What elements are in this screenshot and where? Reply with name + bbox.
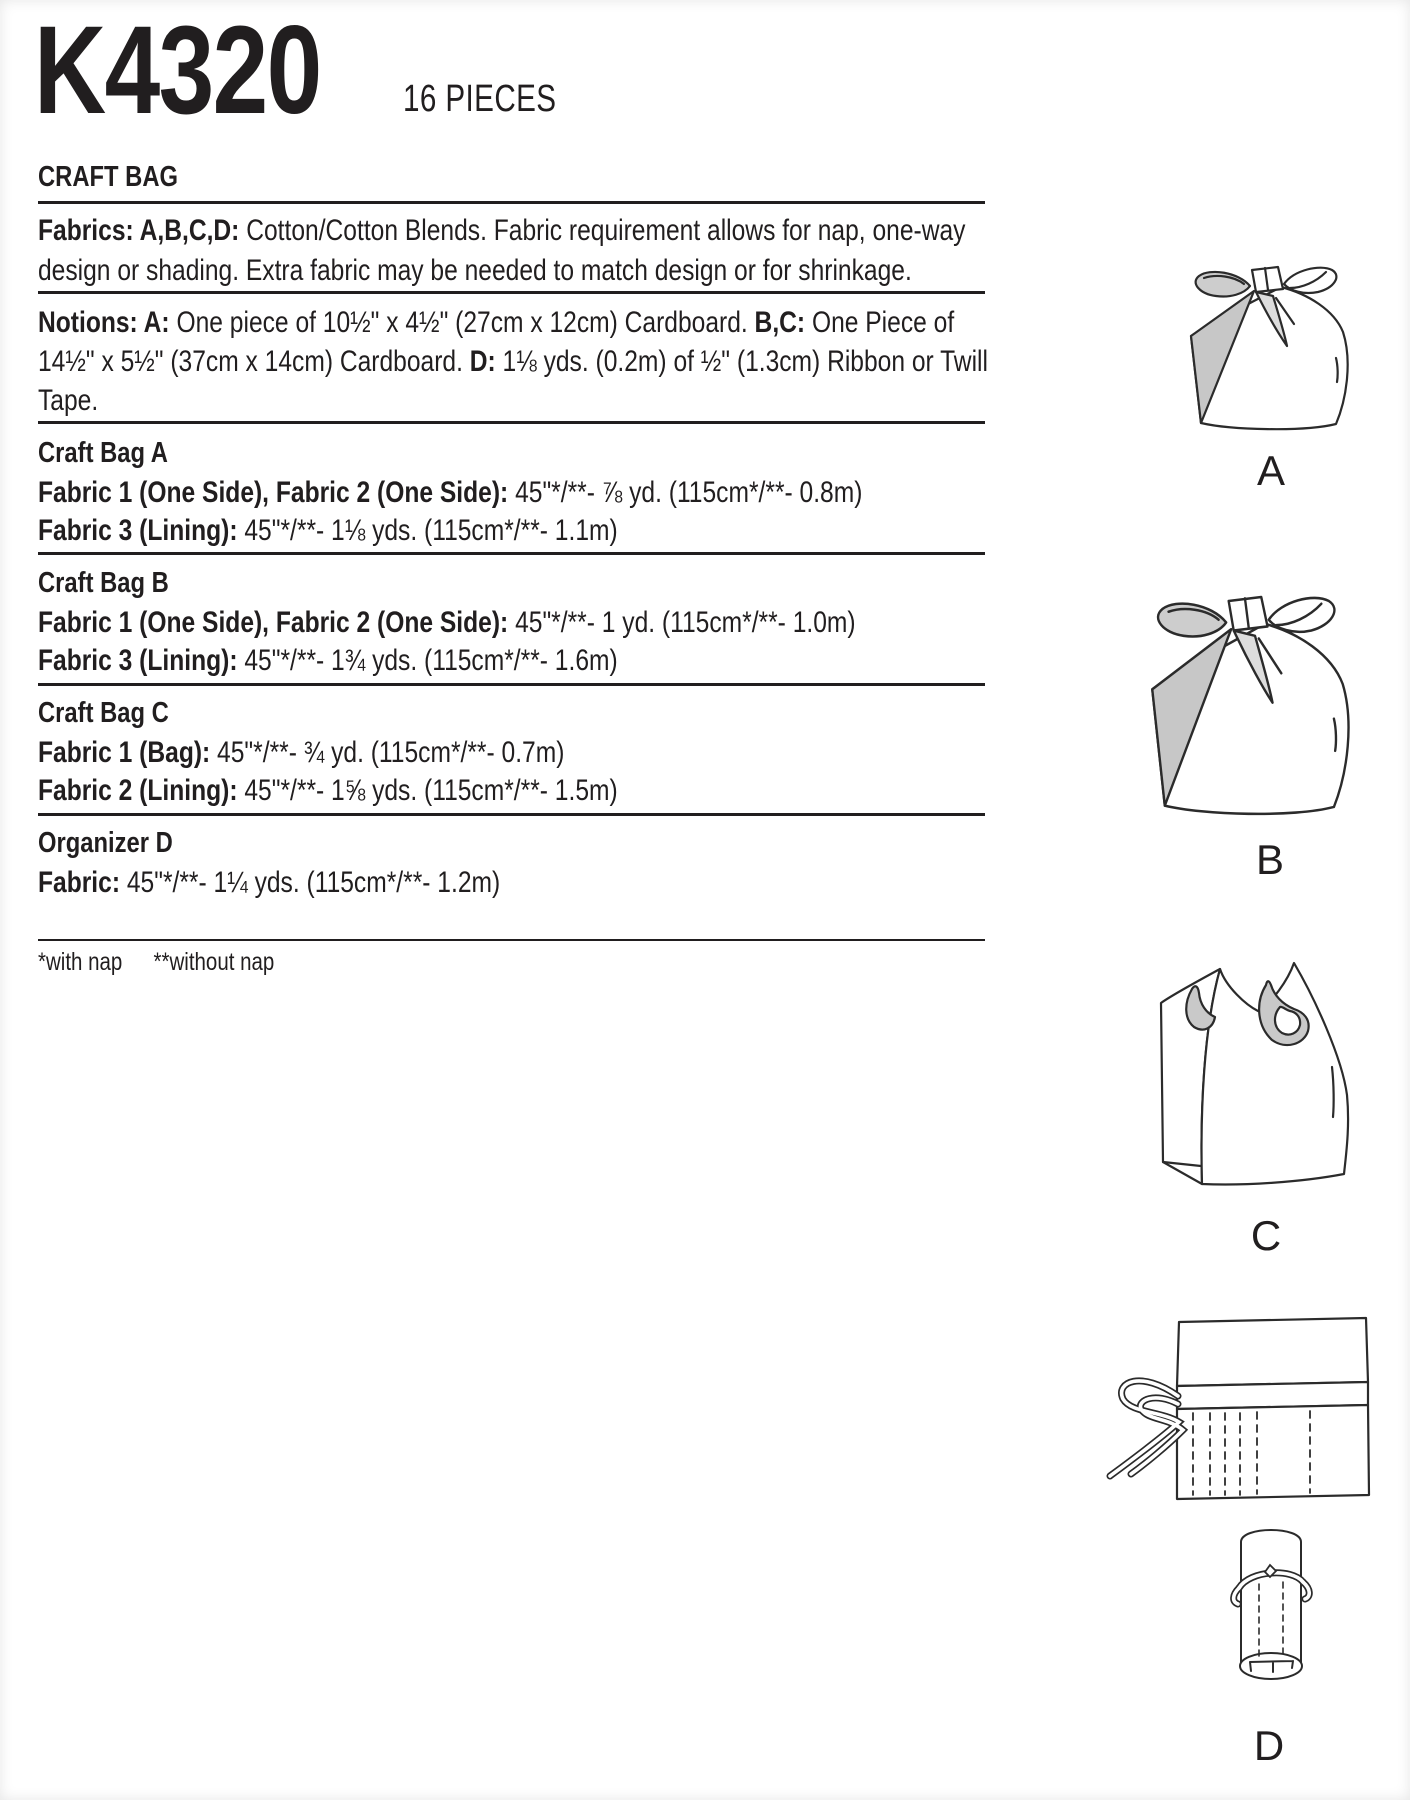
product-title: CRAFT BAG: [38, 161, 179, 193]
organizer-d-rolled-illustration: [1232, 1522, 1316, 1708]
section-title: Craft Bag B: [38, 567, 169, 599]
without-nap-note: **without nap: [153, 948, 275, 976]
view-d-label: D: [1253, 1722, 1285, 1769]
divider: [38, 201, 985, 204]
section-craft-bag-b: [38, 567, 985, 680]
divider: [38, 552, 985, 555]
section-title: Organizer D: [38, 827, 173, 859]
section-organizer-d: [38, 827, 985, 902]
craft-bag-b-illustration: [1146, 585, 1374, 823]
craft-bag-a-illustration: [1186, 258, 1368, 436]
section-title: Craft Bag A: [38, 437, 168, 469]
pieces-count: 16 PIECES: [403, 78, 557, 120]
view-a-label: A: [1256, 447, 1285, 494]
section-title: Craft Bag C: [38, 697, 169, 729]
fabrics-note: Fabrics: A,B,C,D: Cotton/Cotton Blends. Fabric requirement allows for nap, one-way design or shading. Extra fabric may be needed to match design or for shrinkage.: [38, 214, 966, 287]
with-nap-note: *with nap: [38, 948, 123, 976]
view-c-label: C: [1250, 1212, 1282, 1259]
notions-note: Notions: A: One piece of 10½" x 4½" (27cm x 12cm) Cardboard. B,C: One Piece of 14½" x 5½" (37cm x 14cm) Cardboard. D: 1⅛ yds. (0.2m) of ½" (1.3cm) Ribbon or Twill Tape.: [38, 306, 988, 417]
nap-footnote: [38, 948, 326, 976]
section-requirements: Fabric 1 (Bag): 45"*/**- ¾ yd. (115cm*/**- 0.7m) Fabric 2 (Lining): 45"*/**- 1⅝ yds. (115cm*/**- 1.5m): [38, 736, 618, 807]
view-b-label: B: [1255, 836, 1284, 883]
section-craft-bag-a: [38, 437, 985, 550]
divider: [38, 813, 985, 816]
section-requirements: Fabric 1 (One Side), Fabric 2 (One Side): 45"*/**- ⅞ yd. (115cm*/**- 0.8m) Fabric 3 (Lining): 45"*/**- 1⅛ yds. (115cm*/**- 1.1m): [38, 476, 863, 547]
divider: [38, 421, 985, 424]
pattern-number: K4320: [34, 1, 321, 140]
section-craft-bag-c: [38, 697, 985, 810]
divider: [38, 939, 985, 941]
divider: [38, 291, 985, 294]
craft-bag-c-illustration: [1152, 955, 1352, 1193]
divider: [38, 683, 985, 686]
organizer-d-flat-illustration: [1103, 1312, 1375, 1504]
section-requirements: Fabric: 45"*/**- 1¼ yds. (115cm*/**- 1.2m): [38, 866, 501, 899]
section-requirements: Fabric 1 (One Side), Fabric 2 (One Side): 45"*/**- 1 yd. (115cm*/**- 1.0m) Fabric 3 (Lining): 45"*/**- 1¾ yds. (115cm*/**- 1.6m): [38, 606, 856, 677]
